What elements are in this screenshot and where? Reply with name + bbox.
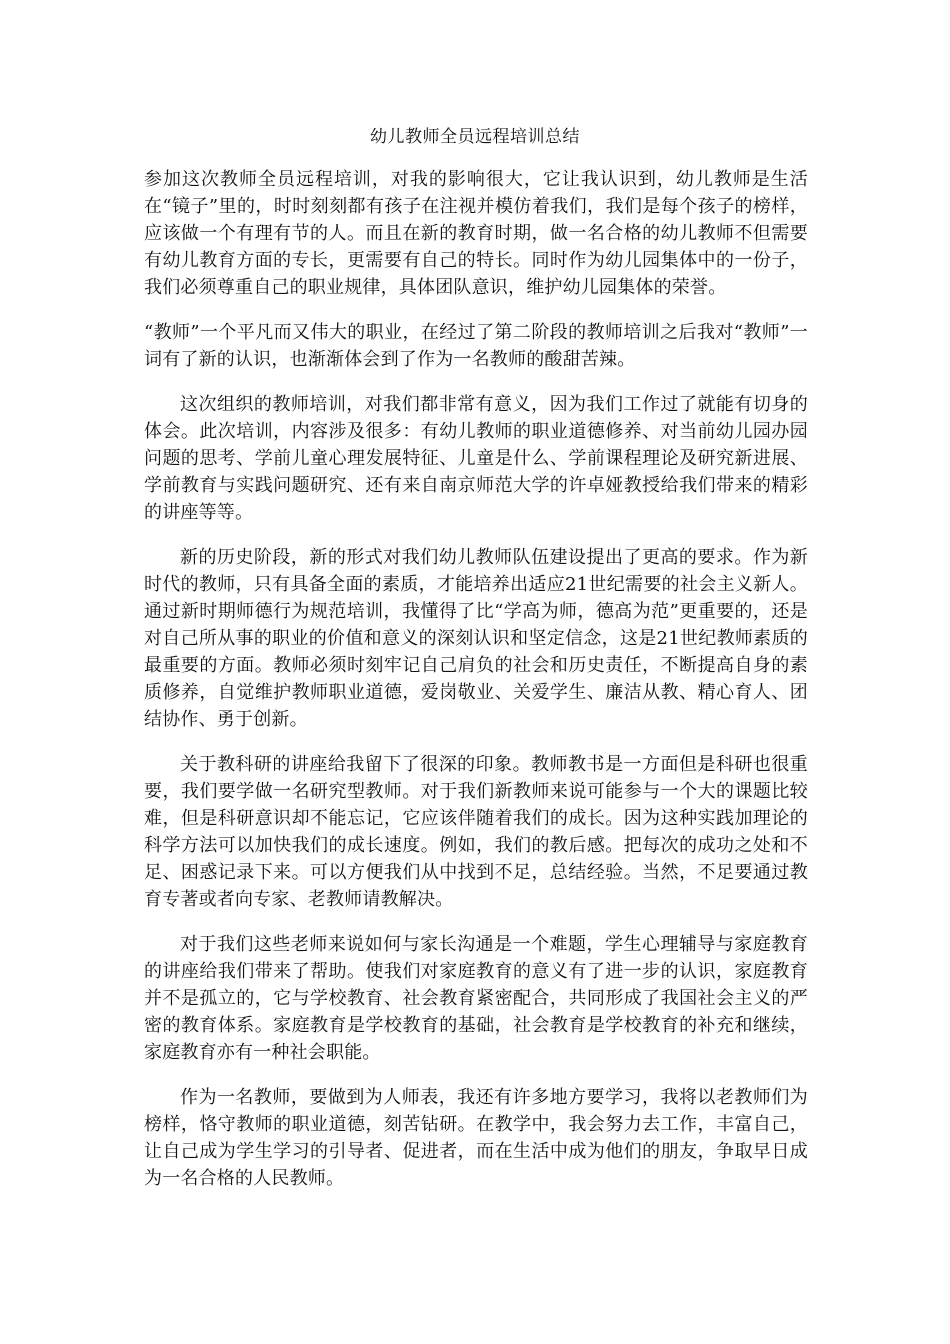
paragraph-6: 对于我们这些老师来说如何与家长沟通是一个难题，学生心理辅导与家庭教育的讲座给我们带来了帮助。使我们对家庭教育的意义有了进一步的认识，家庭教育并不是孤立的，它与学校教育、社会教育紧密配合，共同形成了我国社会主义的严密的教育体系。家庭教育是学校教育的基础，社会教育是学校教育的补充和继续，家庭教育亦有一种社会职能。 bbox=[144, 934, 808, 1063]
paragraph-1: 参加这次教师全员远程培训，对我的影响很大，它让我认识到，幼儿教师是生活在“镜子”里的，时时刻刻都有孩子在注视并模仿着我们，我们是每个孩子的榜样，应该做一个有理有节的人。而且在新的教育时期，做一名合格的幼儿教师不但需要有幼儿教育方面的专长，更需要有自己的特长。同时作为幼儿园集体中的一份子，我们必须尊重自己的职业规律，具体团队意识，维护幼儿园集体的荣誉。 bbox=[144, 169, 808, 298]
document-body bbox=[144, 166, 808, 1210]
document-title: 幼儿教师全员远程培训总结 bbox=[370, 127, 580, 147]
paragraph-3: 这次组织的教师培训，对我们都非常有意义，因为我们工作过了就能有切身的体会。此次培训，内容涉及很多：有幼儿教师的职业道德修养、对当前幼儿园办园问题的思考、学前儿童心理发展特征、儿童是什么、学前课程理论及研究新进展、学前教育与实践问题研究、还有来自南京师范大学的许卓娅教授给我们带来的精彩的讲座等等。 bbox=[144, 394, 808, 523]
paragraph-2: “教师”一个平凡而又伟大的职业，在经过了第二阶段的教师培训之后我对“教师”一词有了新的认识，也渐渐体会到了作为一名教师的酸甜苦辣。 bbox=[144, 322, 808, 370]
paragraph-4: 新的历史阶段，新的形式对我们幼儿教师队伍建设提出了更高的要求。作为新时代的教师，只有具备全面的素质，才能培养出适应21世纪需要的社会主义新人。通过新时期师德行为规范培训，我懂得了比“学高为师，德高为范”更重要的，还是对自己所从事的职业的价值和意义的深刻认识和坚定信念，这是21世纪教师素质的最重要的方面。教师必须时刻牢记自己肩负的社会和历史责任，不断提高自身的素质修养，自觉维护教师职业道德，爱岗敬业、关爱学生、廉洁从教、精心育人、团结协作、勇于创新。 bbox=[144, 547, 808, 730]
paragraph-7: 作为一名教师，要做到为人师表，我还有许多地方要学习，我将以老教师们为榜样，恪守教师的职业道德，刻苦钻研。在教学中，我会努力去工作，丰富自己，让自己成为学生学习的引导者、促进者，而在生活中成为他们的朋友，争取早日成为一名合格的人民教师。 bbox=[144, 1087, 808, 1189]
paragraph-5: 关于教科研的讲座给我留下了很深的印象。教师教书是一方面但是科研也很重要，我们要学做一名研究型教师。对于我们新教师来说可能参与一个大的课题比较难，但是科研意识却不能忘记，它应该伴随着我们的成长。因为这种实践加理论的科学方法可以加快我们的成长速度。例如，我们的教后感。把每次的成功之处和不足、困惑记录下来。可以方便我们从中找到不足，总结经验。当然，不足要通过教育专著或者向专家、老教师请教解决。 bbox=[144, 754, 808, 910]
